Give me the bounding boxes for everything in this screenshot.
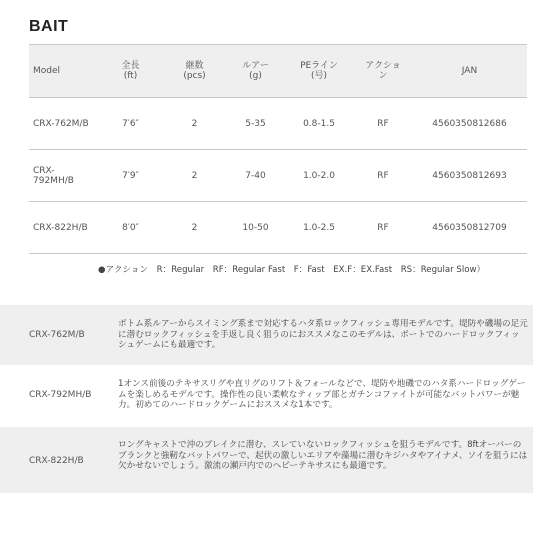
cell-lure: 10-50 [242,222,269,233]
cell-pieces: 2 [191,170,198,181]
table-row [29,202,527,254]
cell-action: RF [377,222,389,233]
description-text: 1オンス前後のテキサスリグや直リグのリフト＆フォールなどで、堤防や地磯でのハタ系ハードロッグゲームを楽しめるモデルです。操作性の良い柔軟なティップ部とガチンコファイトが可能なバットパワーが魅力。初めてのハードロックゲームにおススメな1本です。 [118,379,526,410]
description-row [0,427,533,493]
cell-model: CRX-792MH/B [33,165,74,186]
cell-pe: 0.8-1.5 [303,118,335,129]
cell-jan: 4560350812709 [432,222,507,233]
cell-action: RF [377,118,389,129]
header-action: アクショ ン [365,61,401,81]
description-model: CRX-762M/B [29,330,85,340]
description-row [0,305,533,365]
description-model: CRX-792MH/B [29,390,92,400]
table-row [29,98,527,150]
cell-lure: 5-35 [245,118,266,129]
cell-jan: 4560350812693 [432,170,507,181]
cell-pieces: 2 [191,222,198,233]
cell-pieces: 2 [191,118,198,129]
cell-length: 7′6″ [122,118,139,129]
header-lure: ルアー (g) [242,61,269,81]
header-length: 全長 (ft) [121,61,140,81]
description-text: ボトム系ルアーからスイミング系まで対応するハタ系ロックフィッシュ専用モデルです。堤防や磯場の足元に潜むロックフィッシュを手返し良く狙うのにおススメなこのモデルは、ボートでのハードロックフィッシュゲームにも最適です。 [118,319,528,350]
cell-action: RF [377,170,389,181]
cell-model: CRX-762M/B [33,118,89,129]
cell-pe: 1.0-2.5 [303,222,335,233]
header-jan: JAN [461,66,478,76]
cell-length: 8′0″ [122,222,139,233]
spec-table [29,44,527,254]
table-row [29,150,527,202]
header-pieces: 継数 (pcs) [183,61,206,81]
description-row [0,365,533,427]
cell-model: CRX-822H/B [33,222,88,233]
table-header-row [29,45,527,98]
action-legend: ●アクション R：Regular RF：Regular Fast F：Fast EX.F：EX.Fast RS：Regular Slow） [98,265,486,275]
cell-jan: 4560350812686 [432,118,507,129]
cell-lure: 7-40 [245,170,266,181]
page-title: BAIT [29,18,69,35]
description-model: CRX-822H/B [29,456,84,466]
description-text: ロングキャストで沖のブレイクに潜む、スレていないロックフィッシュを狙うモデルです。8ftオーバーのブランクと強靭なバットパワーで、起伏の激しいエリアや藻場に潜むキジハタやアイナメ、ソイを狙うには欠かせないでしょう。激流の瀬戸内でのヘビーテキサスにも最適です。 [118,440,528,471]
cell-pe: 1.0-2.0 [303,170,335,181]
cell-length: 7′9″ [122,170,139,181]
header-model: Model [33,66,61,76]
header-pe-line: PEライン (号) [300,61,338,81]
